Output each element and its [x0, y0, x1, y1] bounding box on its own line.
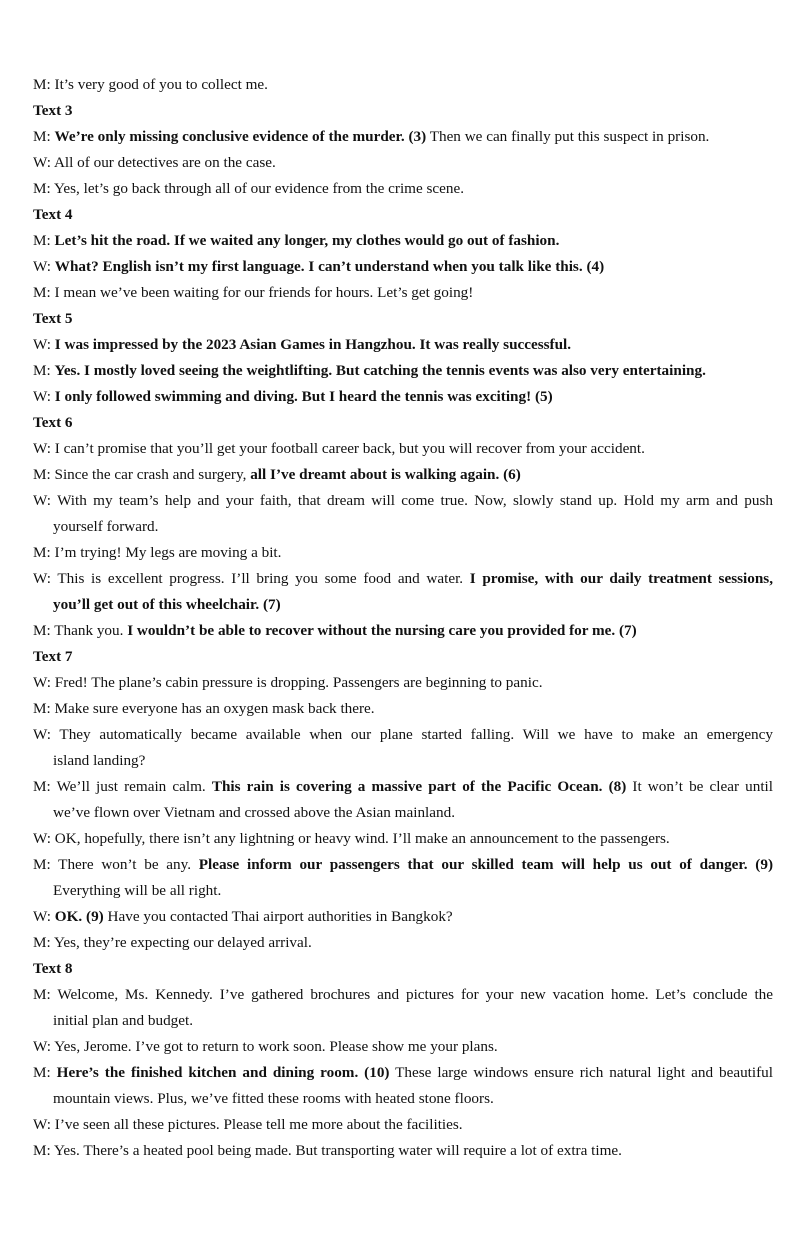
dialogue-line: M: Welcome, Ms. Kennedy. I’ve gathered brochures and pictures for your new vacation home. Let’s conclude the — [33, 986, 773, 1003]
dialogue-line: M: Yes, let’s go back through all of our evidence from the crime scene. — [33, 180, 465, 197]
dialogue-text: W: This is excellent progress. I’ll bring you some food and water. — [33, 570, 470, 587]
dialogue-continuation: initial plan and budget. — [53, 1012, 194, 1029]
answer-highlight: This rain is covering a massive part of the Pacific Ocean. (8) — [211, 778, 627, 795]
dialogue-line: W: Fred! The plane’s cabin pressure is dropping. Passengers are beginning to panic. — [33, 674, 543, 691]
dialogue-text: M: We’ll just remain calm. — [33, 778, 212, 795]
dialogue-line — [33, 1060, 773, 1086]
dialogue-line: M: Yes. There’s a heated pool being made. But transporting water will require a lot of extra time. — [33, 1142, 622, 1159]
dialogue-text: M: There won’t be any. — [33, 856, 199, 873]
dialogue-line: M: It’s very good of you to collect me. — [33, 76, 268, 93]
speaker-label: W: — [33, 336, 55, 353]
speaker-label: M: — [33, 232, 55, 249]
dialogue-line: W: All of our detectives are on the case. — [33, 154, 276, 171]
dialogue-line: M: I mean we’ve been waiting for our friends for hours. Let’s get going! — [33, 284, 474, 301]
dialogue-text: Then we can finally put this suspect in prison. — [426, 128, 710, 145]
dialogue-line — [33, 566, 773, 592]
dialogue-line — [33, 332, 773, 358]
answer-highlight: all I’ve dreamt about is walking again. (6) — [250, 466, 521, 483]
dialogue-line — [33, 904, 773, 930]
dialogue-line — [33, 852, 773, 878]
section-heading-text-4: Text 4 — [33, 206, 73, 223]
section-heading-text-5: Text 5 — [33, 310, 73, 327]
dialogue-line: W: I’ve seen all these pictures. Please tell me more about the facilities. — [33, 1116, 463, 1133]
answer-highlight: Let’s hit the road. If we waited any longer, my clothes would go out of fashion. — [54, 232, 560, 249]
answer-highlight: Here’s the finished kitchen and dining room. (10) — [56, 1064, 390, 1081]
dialogue-line — [33, 462, 773, 488]
dialogue-continuation: mountain views. Plus, we’ve fitted these rooms with heated stone floors. — [53, 1090, 494, 1107]
dialogue-line: M: Yes, they’re expecting our delayed arrival. — [33, 934, 312, 951]
dialogue-line: W: They automatically became available when our plane started falling. Will we have to make an emergency — [33, 726, 773, 743]
answer-highlight: We’re only missing conclusive evidence of the murder. (3) — [54, 128, 427, 145]
dialogue-line: W: OK, hopefully, there isn’t any lightning or heavy wind. I’ll make an announcement to the passengers. — [33, 830, 670, 847]
dialogue-text: Have you contacted Thai airport authorities in Bangkok? — [103, 908, 453, 925]
speaker-label: M: — [33, 128, 55, 145]
speaker-label: W: — [33, 908, 55, 925]
dialogue-continuation: we’ve flown over Vietnam and crossed above the Asian mainland. — [53, 804, 455, 821]
dialogue-text: M: Thank you. — [33, 622, 128, 639]
dialogue-text: These large windows ensure rich natural light and beautiful — [389, 1064, 773, 1081]
dialogue-line — [33, 774, 773, 800]
dialogue-line: M: I’m trying! My legs are moving a bit. — [33, 544, 282, 561]
dialogue-line — [33, 228, 773, 254]
dialogue-line — [33, 254, 773, 280]
dialogue-text: M: Since the car crash and surgery, — [33, 466, 251, 483]
section-heading-text-6: Text 6 — [33, 414, 73, 431]
section-heading-text-7: Text 7 — [33, 648, 73, 665]
dialogue-line — [33, 618, 773, 644]
dialogue-continuation: Everything will be all right. — [53, 882, 222, 899]
dialogue-continuation: yourself forward. — [53, 518, 159, 535]
dialogue-text: It won’t be clear until — [626, 778, 773, 795]
answer-highlight: OK. (9) — [54, 908, 104, 925]
dialogue-continuation: island landing? — [53, 752, 146, 769]
speaker-label: W: — [33, 258, 55, 275]
dialogue-continuation — [53, 592, 773, 618]
answer-highlight: you’ll get out of this wheelchair. (7) — [53, 596, 281, 613]
speaker-label: W: — [33, 388, 55, 405]
dialogue-line: W: I can’t promise that you’ll get your football career back, but you will recover from your accident. — [33, 440, 645, 457]
dialogue-line: M: Make sure everyone has an oxygen mask back there. — [33, 700, 375, 717]
answer-highlight: I promise, with our daily treatment sessions, — [469, 570, 773, 587]
section-heading-text-8: Text 8 — [33, 960, 73, 977]
answer-highlight: Yes. I mostly loved seeing the weightlifting. But catching the tennis events was also very entertaining. — [54, 362, 706, 379]
dialogue-line — [33, 384, 773, 410]
answer-highlight: I wouldn’t be able to recover without the nursing care you provided for me. (7) — [127, 622, 637, 639]
answer-highlight: I was impressed by the 2023 Asian Games in Hangzhou. It was really successful. — [54, 336, 572, 353]
dialogue-line: W: With my team’s help and your faith, that dream will come true. Now, slowly stand up. Hold my arm and push — [33, 492, 773, 509]
speaker-label: M: — [33, 1064, 57, 1081]
answer-highlight: I only followed swimming and diving. But I heard the tennis was exciting! (5) — [54, 388, 553, 405]
dialogue-line — [33, 124, 773, 150]
speaker-label: M: — [33, 362, 55, 379]
answer-highlight: What? English isn’t my first language. I can’t understand when you talk like this. (4) — [54, 258, 605, 275]
dialogue-line: W: Yes, Jerome. I’ve got to return to work soon. Please show me your plans. — [33, 1038, 498, 1055]
dialogue-line — [33, 358, 773, 384]
answer-highlight: Please inform our passengers that our skilled team will help us out of danger. (9) — [198, 856, 773, 873]
section-heading-text-3: Text 3 — [33, 102, 73, 119]
